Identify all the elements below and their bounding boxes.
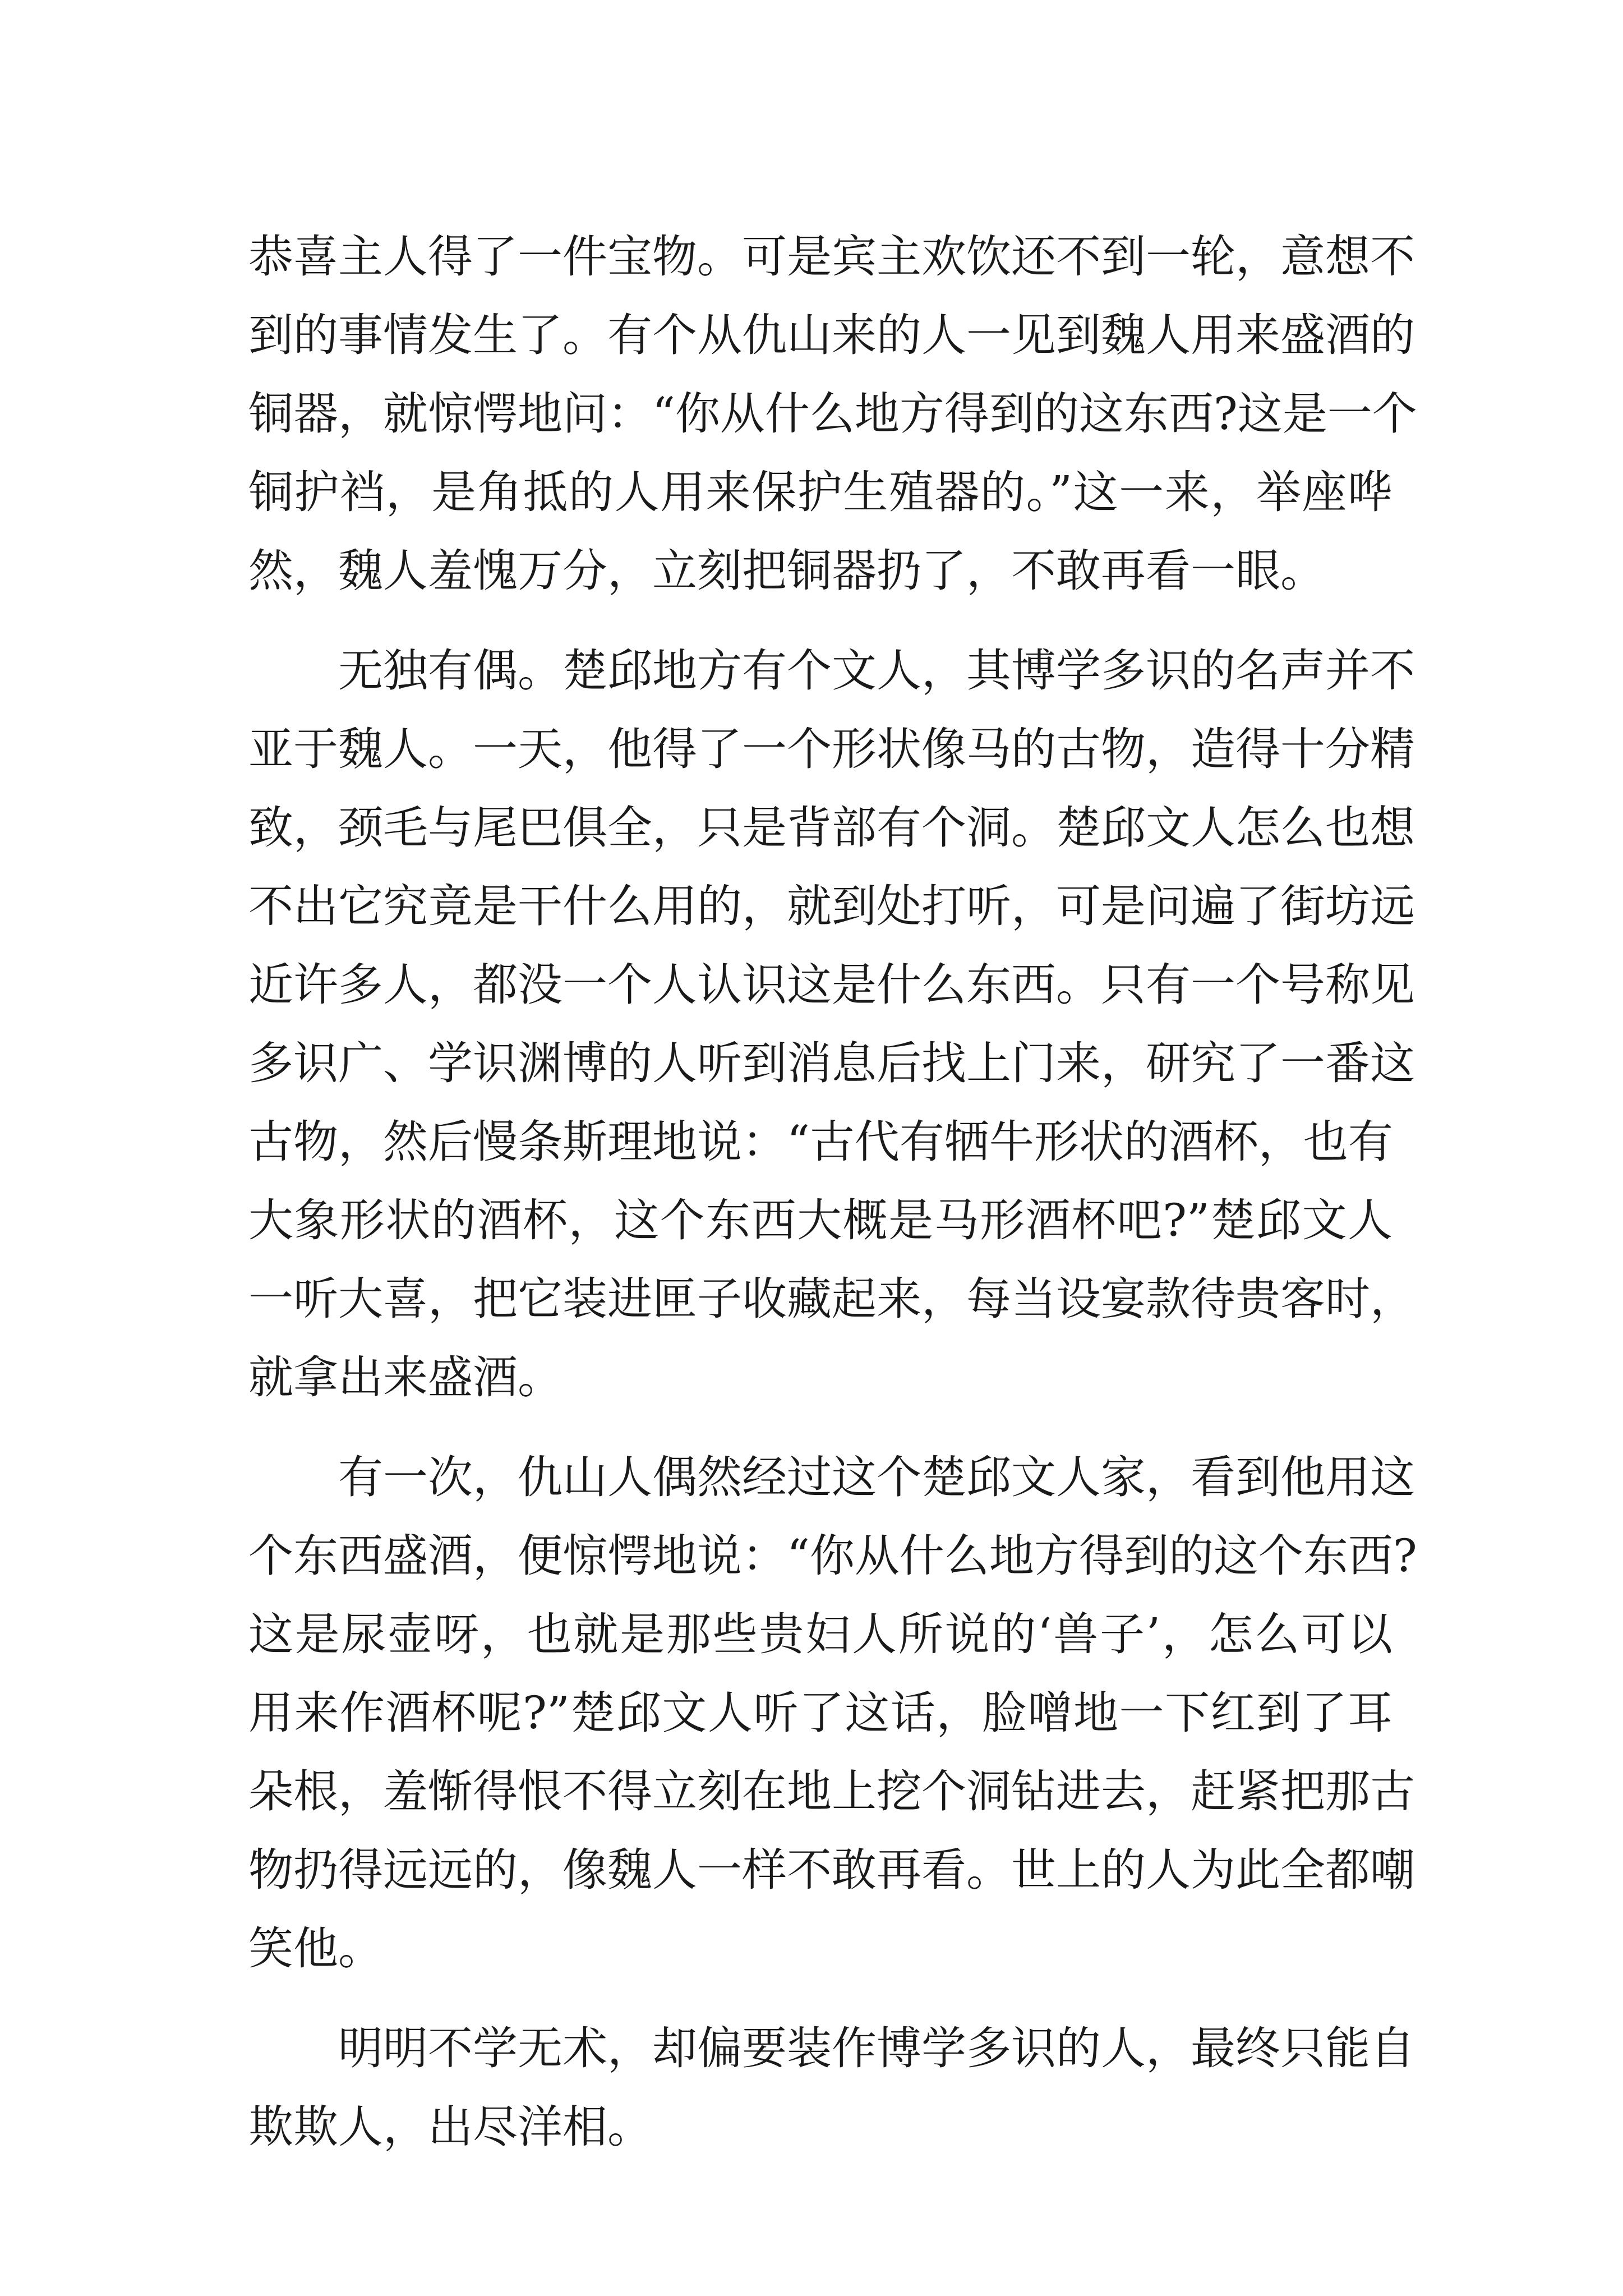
text-line: 多识广、学识渊博的人听到消息后找上门来，研究了一番这 xyxy=(248,1037,1415,1089)
text-line: 然，魏人羞愧万分，立刻把铜器扔了，不敢再看一眼。 xyxy=(248,545,1325,597)
text-line: 古物，然后慢条斯理地说：“古代有牺牛形状的酒杯，也有 xyxy=(248,1116,1393,1168)
paragraph-spacer xyxy=(248,610,1393,632)
text-line: 无独有偶。楚邱地方有个文人，其博学多识的名声并不 xyxy=(338,645,1415,697)
text-line: 到的事情发生了。有个从仇山来的人一见到魏人用来盛酒的 xyxy=(248,309,1415,361)
text-line: 朵根，羞惭得恨不得立刻在地上挖个洞钻进去，赶紧把那古 xyxy=(248,1765,1415,1818)
text-line: 明明不学无术，却偏要装作博学多识的人，最终只能自 xyxy=(338,2022,1415,2074)
body-text xyxy=(248,218,1417,2166)
text-line: 亚于魏人。一天，他得了一个形状像马的古物，造得十分精 xyxy=(248,723,1415,775)
text-line: 有一次，仇山人偶然经过这个楚邱文人家，看到他用这 xyxy=(338,1451,1415,1503)
text-line: 近许多人，都没一个人认识这是什么东西。只有一个号称见 xyxy=(248,959,1415,1011)
text-line: 就拿出来盛酒。 xyxy=(248,1351,562,1404)
text-line: 不出它究竟是干什么用的，就到处打听，可是问遍了街坊远 xyxy=(248,880,1415,932)
text-line: 笑他。 xyxy=(248,1922,383,1975)
text-line: 致，颈毛与尾巴俱全，只是背部有个洞。楚邱文人怎么也想 xyxy=(248,802,1415,854)
text-line: 一听大喜，把它装进匣子收藏起来，每当设宴款待贵客时， xyxy=(248,1273,1415,1325)
text-line: 用来作酒杯呢?”楚邱文人听了这话，脸噌地一下红到了耳 xyxy=(248,1687,1393,1739)
text-line: 物扔得远远的，像魏人一样不敢再看。世上的人为此全都嘲 xyxy=(248,1844,1415,1896)
text-line: 个东西盛酒，便惊愕地说：“你从什么地方得到的这个东西? xyxy=(248,1530,1417,1582)
text-line: 铜护裆，是角抵的人用来保护生殖器的。”这一来，举座哗 xyxy=(248,466,1393,518)
text-line: 铜器，就惊愕地问：“你从什么地方得到的这东西?这是一个 xyxy=(248,388,1417,440)
paragraph-spacer xyxy=(248,1417,1393,1438)
paragraph xyxy=(248,2009,1415,2166)
text-line: 欺欺人，出尽洋相。 xyxy=(248,2101,652,2153)
paragraph-spacer xyxy=(248,1988,1393,2009)
text-line: 这是尿壶呀，也就是那些贵妇人所说的‘兽子’，怎么可以 xyxy=(248,1608,1393,1660)
text-line: 大象形状的酒杯，这个东西大概是马形酒杯吧?”楚邱文人 xyxy=(248,1194,1393,1246)
text-line: 恭喜主人得了一件宝物。可是宾主欢饮还不到一轮，意想不 xyxy=(248,231,1415,283)
paragraph xyxy=(248,1438,1417,1988)
paragraph xyxy=(248,218,1417,610)
paragraph xyxy=(248,632,1415,1417)
